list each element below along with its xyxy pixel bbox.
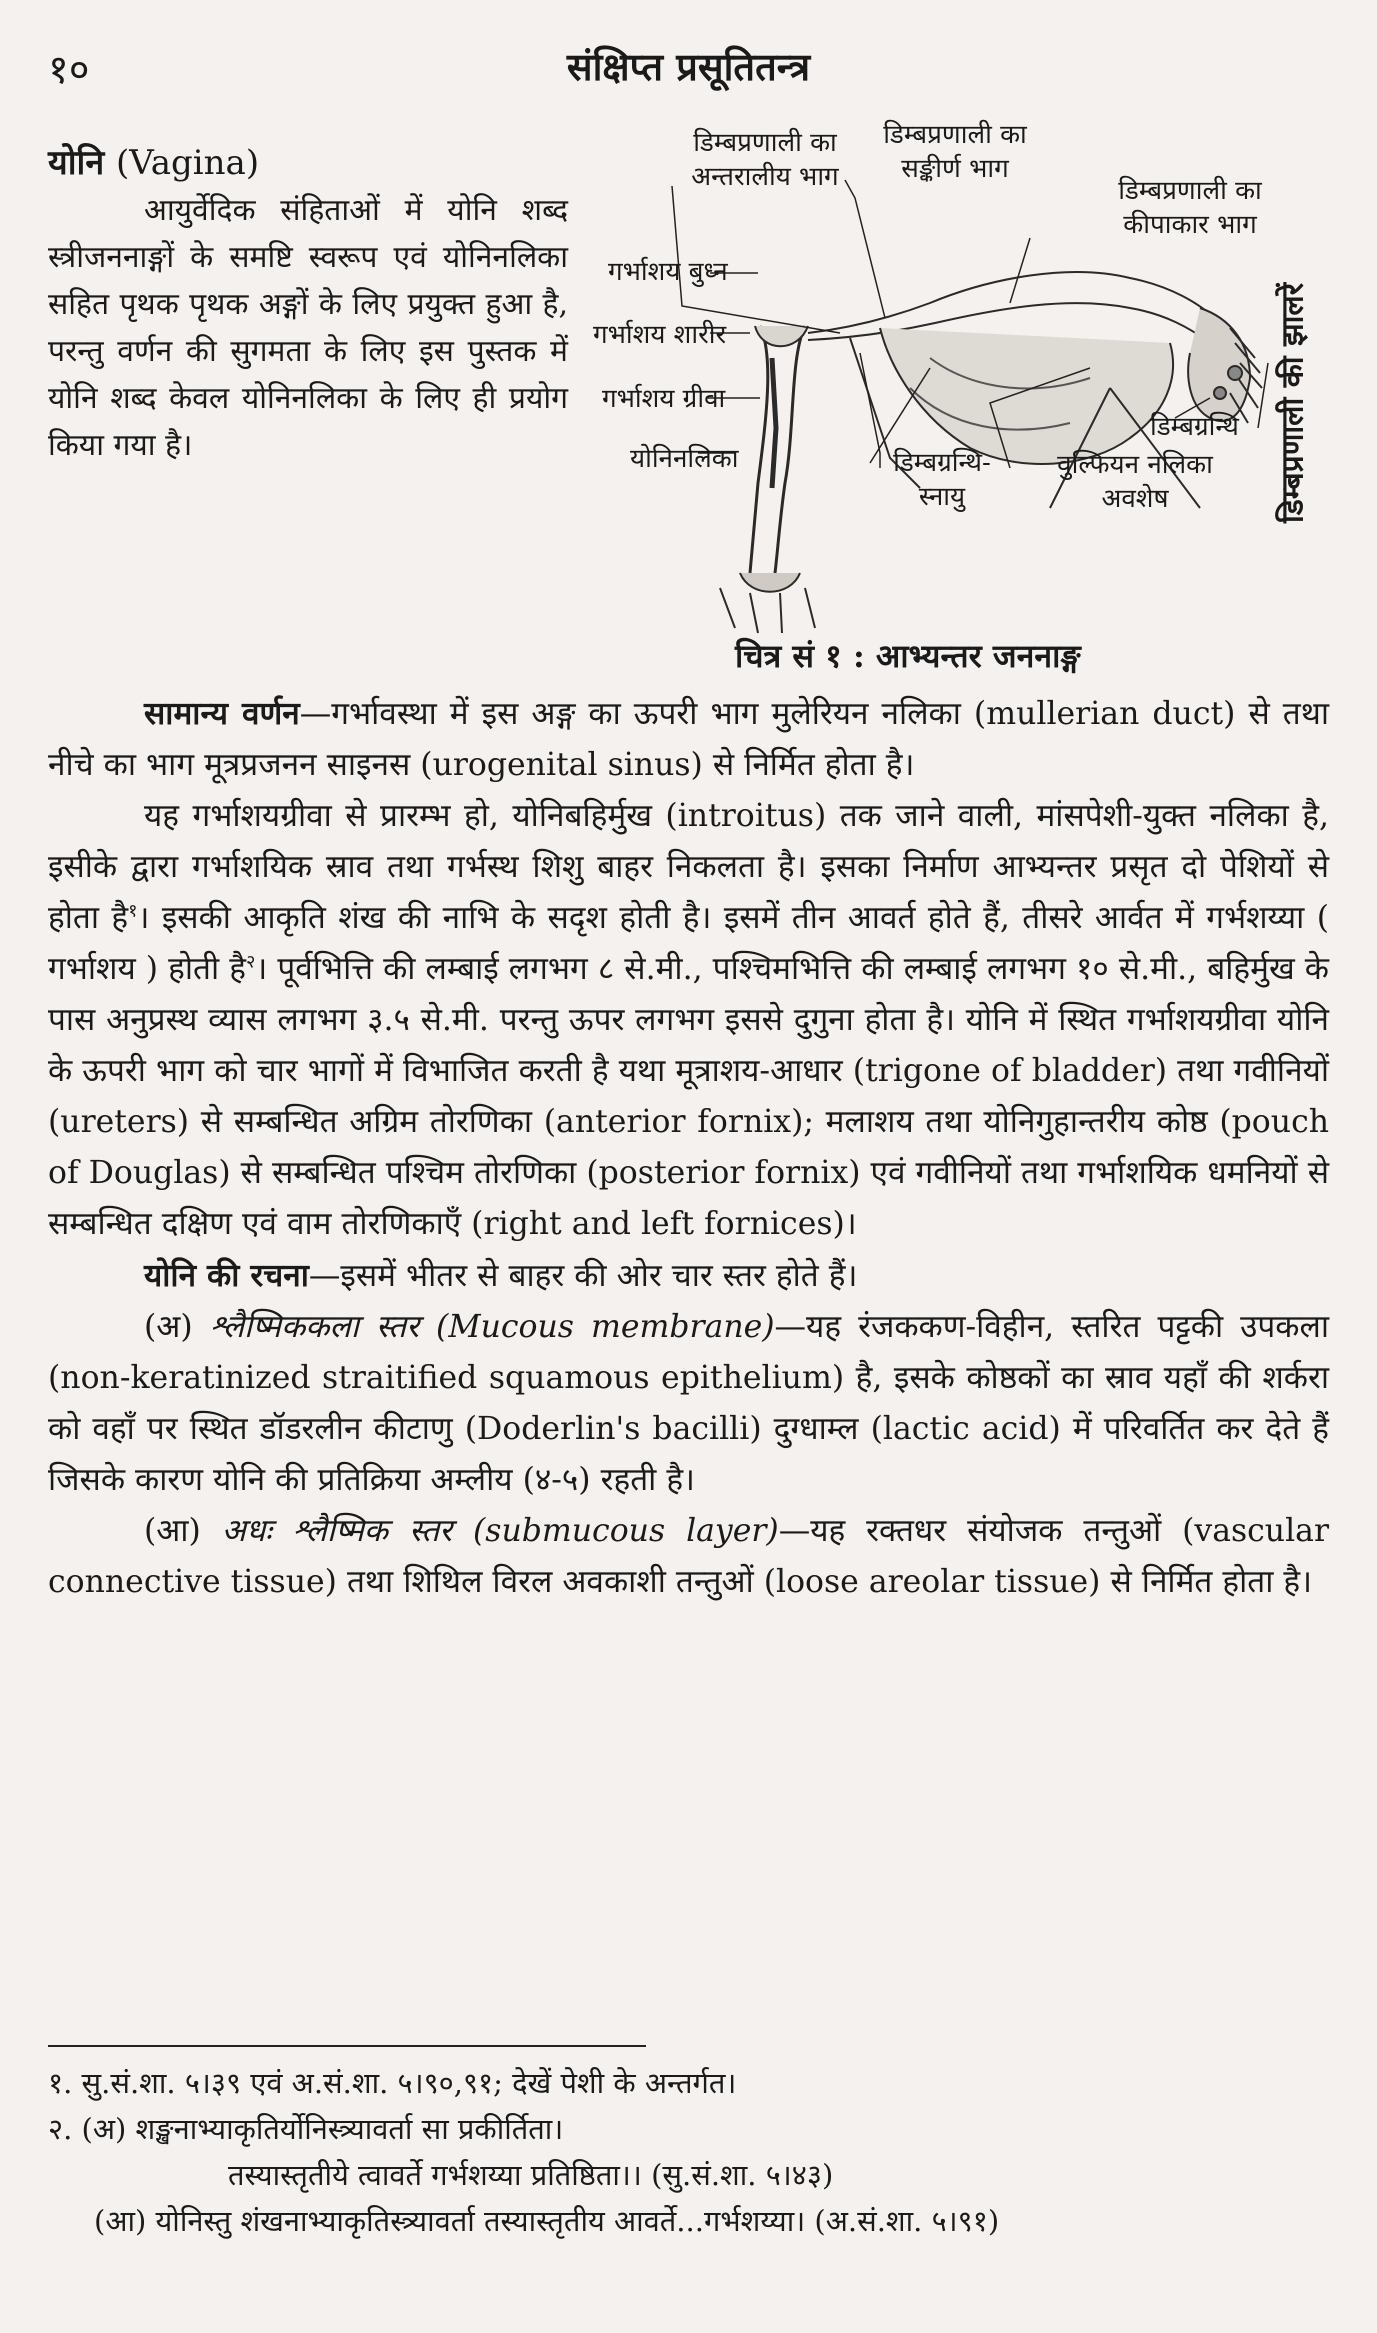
paragraph-structure: योनि की रचना—इसमें भीतर से बाहर की ओर चार स्तर होते हैं। [144, 1257, 858, 1294]
paragraph-general: सामान्य वर्णन—गर्भावस्था में इस अङ्ग का ऊपरी भाग मुलेरियन नलिका (mullerian duct) से तथा नीचे का भाग मूत्रप्रजनन साइनस (urogenital sinus) से निर्मित होता है। [48, 695, 1330, 783]
label-ampulla: डिम्बप्रणाली का कीपाकार भाग [1118, 176, 1262, 240]
footnote-2a: २. (अ) शङ्खनाभ्याकृतिर्योनिस्त्र्यावर्ता सा प्रकीर्तिता। [48, 2112, 564, 2146]
footnotes [48, 2060, 1338, 2244]
label-cervix: गर्भाशय ग्रीवा [602, 384, 726, 414]
intro-paragraph: आयुर्वेदिक संहिताओं में योनि शब्द स्त्रीजननाङ्गों के समष्टि स्वरूप एवं योनिनलिका सहित पृथक पृथक अङ्गों के लिए प्रयुक्त हुआ है, परन्तु वर्णन की सुगमता के लिए इस पुस्तक में योनि शब्द केवल योनिनलिका के लिए ही प्रयोग किया गया है। [48, 193, 568, 463]
runin-structure: योनि की रचना [144, 1257, 309, 1294]
paragraph-description: यह गर्भाशयग्रीवा से प्रारम्भ हो, योनिबहिर्मुख (introitus) तक जाने वाली, मांसपेशी-युक्त नलिका है, इसीके द्वारा गर्भाशयिक स्राव तथा गर्भस्थ शिशु बाहर निकलता है। इसका निर्माण आभ्यन्तर प्रसृत दो पेशियों से होता है$^१$। इसकी आकृति शंख की नाभि के सदृश होती है। इसमें तीन आवर्त होते हैं, तीसरे आर्वत में गर्भशय्या ( गर्भाशय ) होती है$^२$। पूर्वभित्ति की लम्बाई लगभग ८ से.मी., पश्चिमभित्ति की लम्बाई लगभग १० से.मी., बहिर्मुख के पास अनुप्रस्थ व्यास लगभग ३.५ से.मी. परन्तु ऊपर लगभग इससे दुगुना होता है। योनि में स्थित गर्भाशयग्रीवा योनि के ऊपरी भाग को चार भागों में विभाजित करती है यथा मूत्राशय-आधार (trigone of bladder) तथा गवीनियों (ureters) से सम्बन्धित अग्रिम तोरणिका (anterior fornix); मलाशय तथा योनिगुहान्तरीय कोष्ठ (pouch of Douglas) से सम्बन्धित पश्चिम तोरणिका (posterior fornix) एवं गवीनियों तथा गर्भाशयिक धमनियों से सम्बन्धित दक्षिण एवं वाम तोरणिकाएँ (right and left fornices)। [48, 798, 1329, 1242]
footnote-ref-2: २ [245, 951, 256, 973]
label-isthmus: डिम्बप्रणाली का सङ्कीर्ण भाग [883, 120, 1027, 184]
page-header [48, 40, 1329, 93]
anatomy-figure [590, 120, 1335, 668]
label-interstitial: डिम्बप्रणाली का अन्तरालीय भाग [691, 128, 839, 192]
footnote-divider [48, 2045, 646, 2047]
label-fundus: गर्भाशय बुध्न [608, 257, 728, 287]
footnote-1: १. सु.सं.शा. ५।३९ एवं अ.सं.शा. ५।९०,९१; देखें पेशी के अन्तर्गत। [48, 2066, 737, 2100]
label-vagina: योनिनलिका [630, 444, 739, 474]
paragraph-submucous: (आ) अधः श्लैष्मिक स्तर (submucous layer)—यह रक्तधर संयोजक तन्तुओं (vascular connective tissue) तथा शिथिल विरल अवकाशी तन्तुओं (loose areolar tissue) से निर्मित होता है। [48, 1513, 1329, 1600]
running-title: संक्षिप्त प्रसूतितन्त्र [566, 44, 811, 89]
figure-caption: चित्र सं १ : आभ्यन्तर जननाङ्ग [735, 637, 1081, 675]
runin-general: सामान्य वर्णन [144, 695, 300, 732]
lead-block [48, 140, 568, 469]
paragraph-mucous: (अ) श्लैष्मिककला स्तर (Mucous membrane)—यह रंजककण-विहीन, स्तरित पट्टकी उपकला (non-keratinized straitified squamous epithelium) है, इसके कोष्ठकों का स्राव यहाँ की शर्करा को वहाँ पर स्थित डॉडरलीन कीटाणु (Doderlin's bacilli) दुग्धाम्ल (lactic acid) में परिवर्तित कर देते हैं जिसके कारण योनि की प्रतिक्रिया अम्लीय (४-५) रहती है। [48, 1309, 1329, 1498]
section-title [48, 140, 568, 187]
section-title-latin: (Vagina) [116, 143, 260, 183]
label-ovary: डिम्बग्रन्थि [1150, 412, 1239, 442]
footnote-2b: (आ) योनिस्तु शंखनाभ्याकृतिस्त्र्यावर्ता तस्यास्तृतीय आवर्ते...गर्भशय्या। (अ.सं.शा. ५।९१) [94, 2204, 1000, 2238]
body-text [48, 688, 1329, 1608]
label-fimbriae: डिम्बप्रणाली की झालरें [1275, 282, 1311, 524]
footnote-ref-1: १ [128, 900, 138, 922]
page-number: १० [48, 47, 90, 93]
label-ovarian-ligament: डिम्बग्रन्थि- स्नायु [893, 448, 991, 512]
footnote-2a-continued: तस्यास्तृतीये त्वावर्ते गर्भशय्या प्रतिष्ठिता।। (सु.सं.शा. ५।४३) [228, 2158, 834, 2192]
label-wolffian: वुल्फियन नलिका अवशेष [1057, 450, 1213, 514]
label-body: गर्भाशय शारीर [593, 320, 727, 350]
section-title-hindi: योनि [48, 143, 105, 183]
